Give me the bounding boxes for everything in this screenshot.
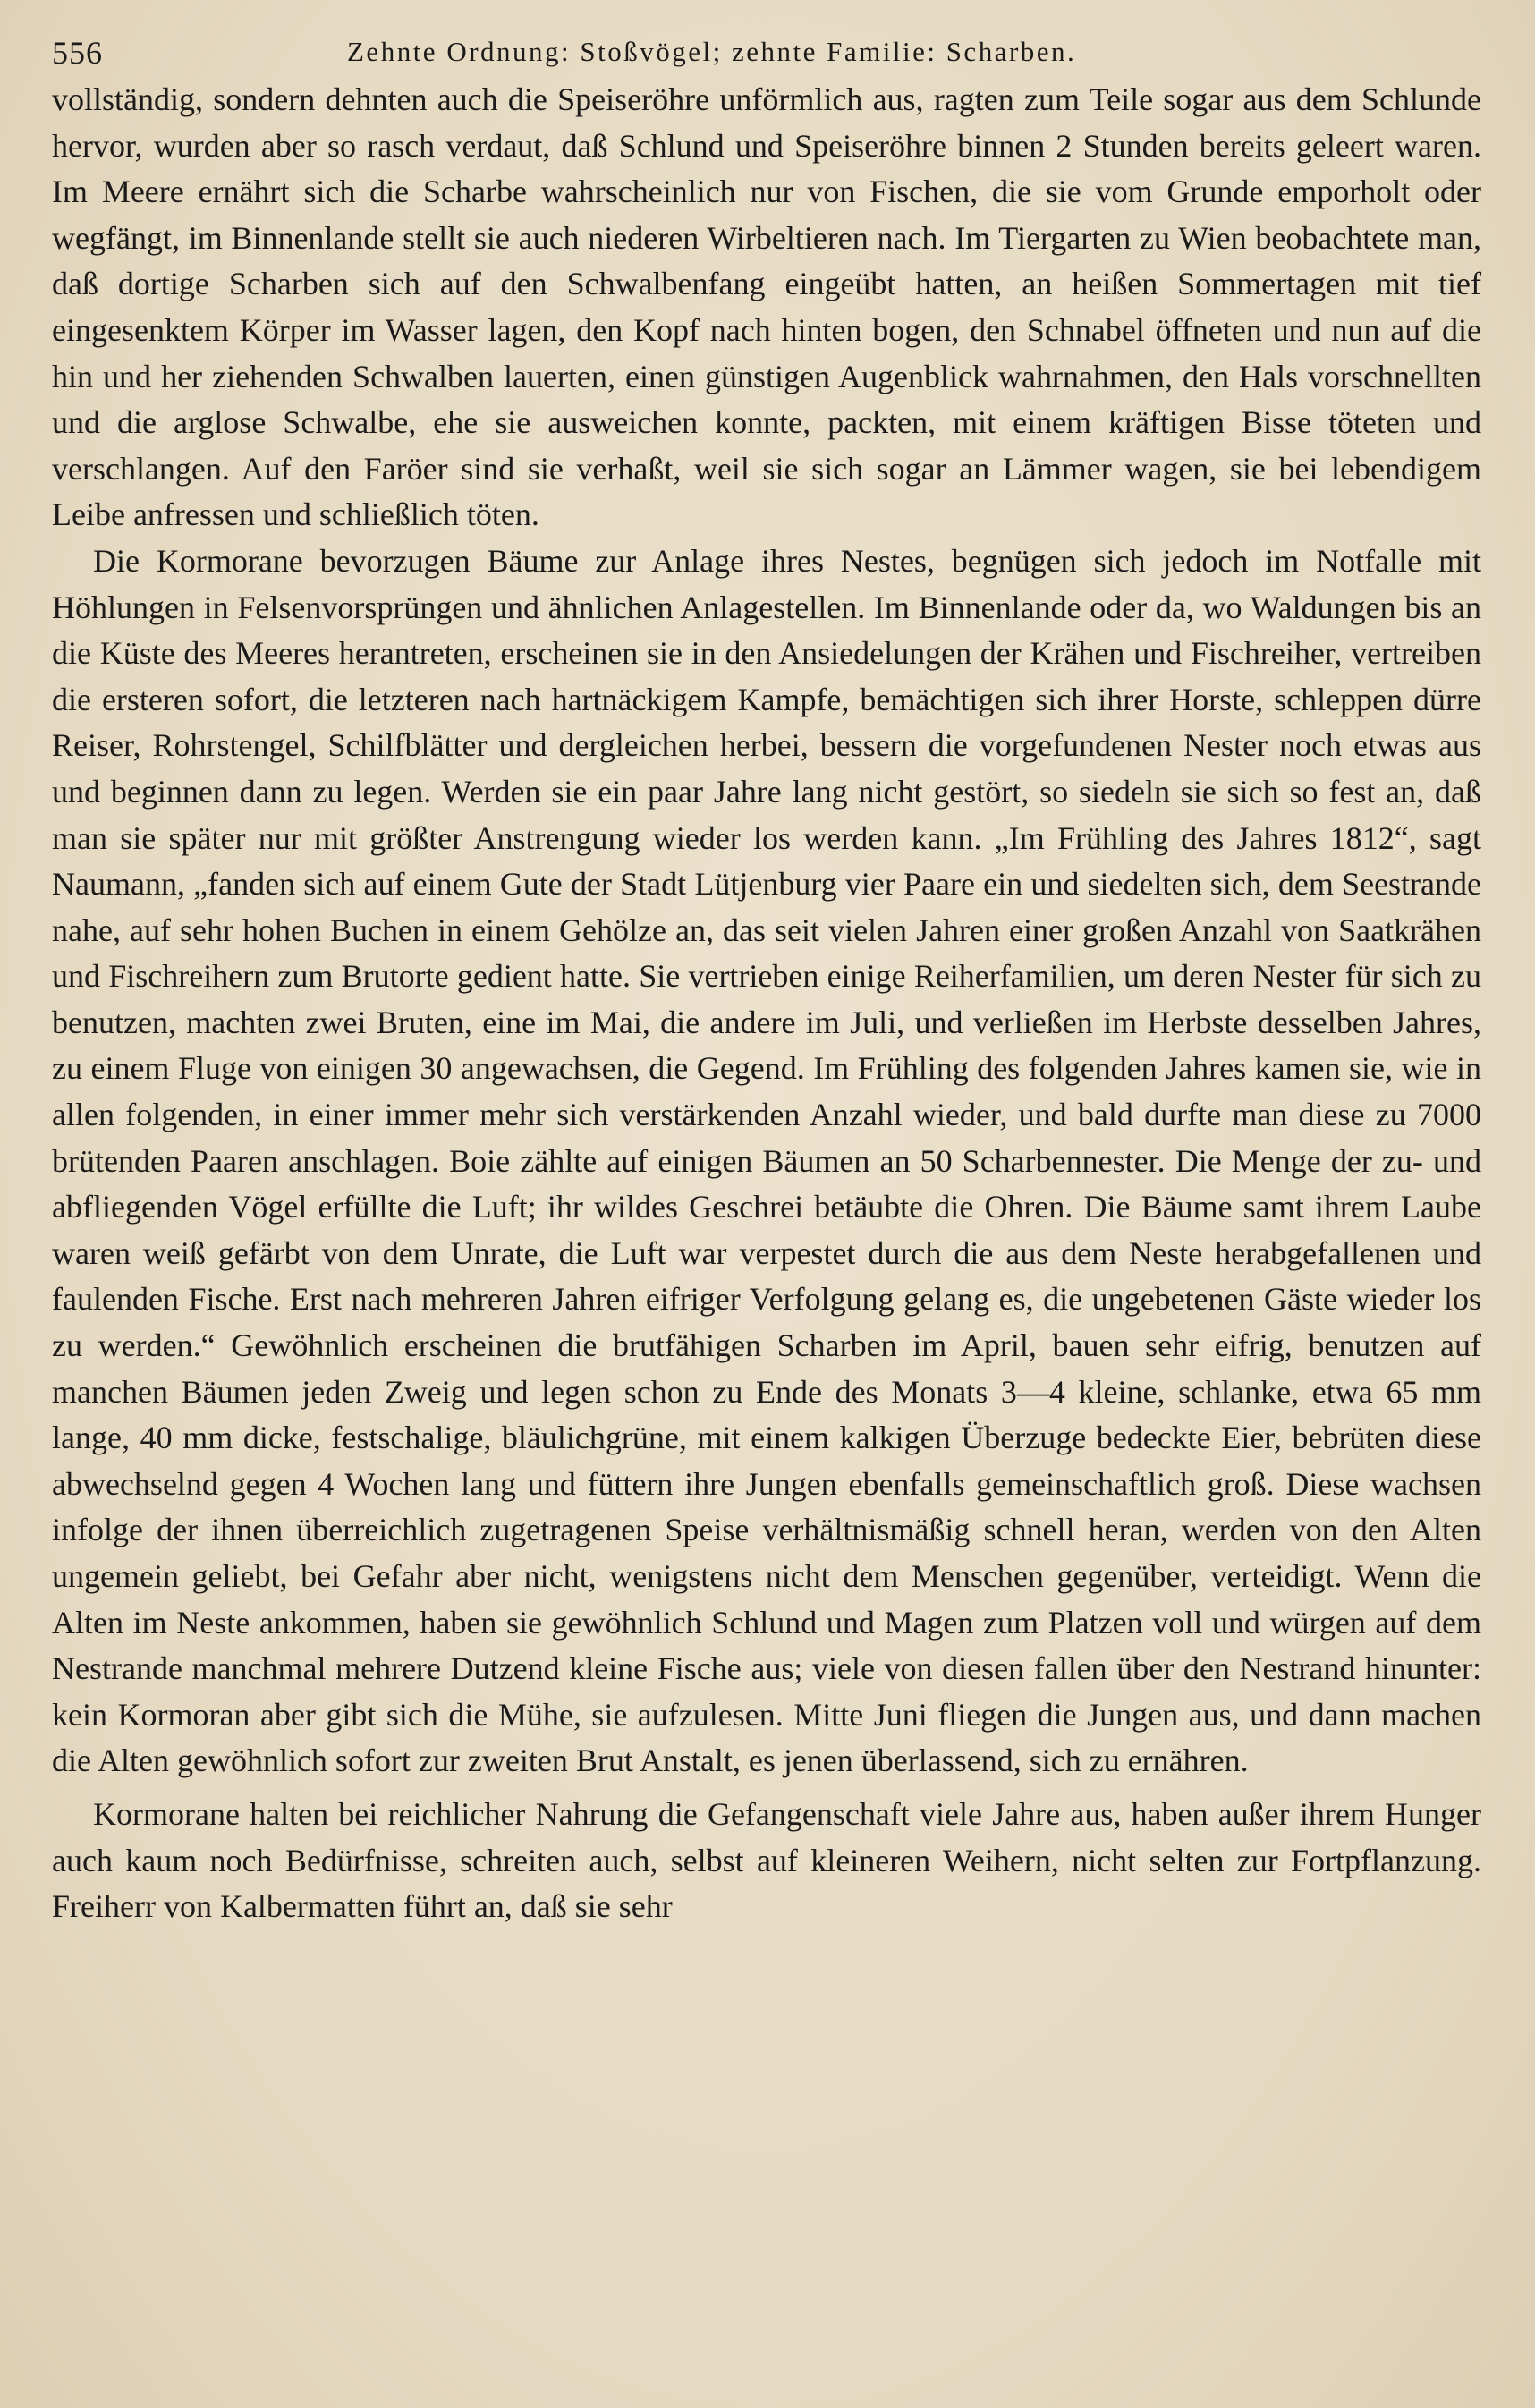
page-number: 556 [52,35,103,71]
book-page [52,30,1481,2392]
paragraph-2: Die Kormorane bevorzugen Bäume zur Anlage ihres Nestes, begnügen sich jedoch im Notfalle mit Höhlungen in Felsenvorsprüngen und ähnlichen Anlagestellen. Im Binnenlande oder da, wo Waldungen bis an die Küste des Meeres herantreten, erscheinen sie in den Ansiedelungen der Krähen und Fischreiher, vertreiben die ersteren sofort, die letzteren nach hartnäckigem Kampfe, bemächtigen sich ihrer Horste, schleppen dürre Reiser, Rohrstengel, Schilfblätter und dergleichen herbei, bessern die vorgefundenen Nester noch etwas aus und beginnen dann zu legen. Werden sie ein paar Jahre lang nicht gestört, so siedeln sie sich so fest an, daß man sie später nur mit größter Anstrengung wieder los werden kann. „Im Frühling des Jahres 1812“, sagt Naumann, „fanden sich auf einem Gute der Stadt Lütjenburg vier Paare ein und siedelten sich, dem Seestrande nahe, auf sehr hohen Buchen in einem Gehölze an, das seit vielen Jahren einer großen Anzahl von Saatkrähen und Fischreihern zum Brutorte gedient hatte. Sie vertrieben einige Reiherfamilien, um deren Nester für sich zu benutzen, machten zwei Bruten, eine im Mai, die andere im Juli, und verließen im Herbste desselben Jahres, zu einem Fluge von einigen 30 angewachsen, die Gegend. Im Frühling des folgenden Jahres kamen sie, wie in allen folgenden, in einer immer mehr sich verstärkenden Anzahl wieder, und bald durfte man diese zu 7000 brütenden Paaren anschlagen. Boie zählte auf einigen Bäumen an 50 Scharbennester. Die Menge der zu- und abfliegenden Vögel erfüllte die Luft; ihr wildes Geschrei betäubte die Ohren. Die Bäume samt ihrem Laube waren weiß gefärbt von dem Unrate, die Luft war verpestet durch die aus dem Neste herabgefallenen und faulenden Fische. Erst nach mehreren Jahren eifriger Verfolgung gelang es, die ungebetenen Gäste wieder los zu werden.“ Gewöhnlich erscheinen die brutfähigen Scharben im April, bauen sehr eifrig, benutzen auf manchen Bäumen jeden Zweig und legen schon zu Ende des Monats 3—4 kleine, schlanke, etwa 65 mm lange, 40 mm dicke, festschalige, bläulichgrüne, mit einem kalkigen Überzuge bedeckte Eier, bebrüten diese abwechselnd gegen 4 Wochen lang und füttern ihre Jungen ebenfalls gemeinschaftlich groß. Diese wachsen infolge der ihnen überreichlich zugetragenen Speise verhältnismäßig schnell heran, werden von den Alten ungemein geliebt, bei Gefahr aber nicht, wenigstens nicht dem Menschen gegenüber, verteidigt. Wenn die Alten im Neste ankommen, haben sie gewöhnlich Schlund und Magen zum Platzen voll und würgen auf dem Nestrande manchmal mehrere Dutzend kleine Fische aus; viele von diesen fallen über den Nestrand hinunter: kein Kormoran aber gibt sich die Mühe, sie aufzulesen. Mitte Juni fliegen die Jungen aus, und dann machen die Alten gewöhnlich sofort zur zweiten Brut Anstalt, es jenen überlassend, sich zu ernähren. [52,542,1481,1779]
paragraph-3: Kormorane halten bei reichlicher Nahrung die Gefangenschaft viele Jahre aus, haben außer ihrem Hunger auch kaum noch Bedürfnisse, schreiten auch, selbst auf kleineren Weihern, nicht selten zur Fortpflanzung. Freiherr von Kalbermatten führt an, daß sie sehr [52,1795,1481,1925]
paragraph-1: vollständig, sondern dehnten auch die Speiseröhre unförmlich aus, ragten zum Teile sogar aus dem Schlunde hervor, wurden aber so rasch verdaut, daß Schlund und Speiseröhre binnen 2 Stunden bereits geleert waren. Im Meere ernährt sich die Scharbe wahrscheinlich nur von Fischen, die sie vom Grunde emporholt oder wegfängt, im Binnenlande stellt sie auch niederen Wirbeltieren nach. Im Tiergarten zu Wien beobachtete man, daß dortige Scharben sich auf den Schwalbenfang eingeübt hatten, an heißen Sommertagen mit tief eingesenktem Körper im Wasser lagen, den Kopf nach hinten bogen, den Schnabel öffneten und nun auf die hin und her ziehenden Schwalben lauerten, einen günstigen Augenblick wahrnahmen, den Hals vorschnellten und die arglose Schwalbe, ehe sie ausweichen konnte, packten, mit einem kräftigen Bisse töteten und verschlangen. Auf den Faröer sind sie verhaßt, weil sie sich sogar an Lämmer wagen, sie bei lebendigem Leibe anfressen und schließlich töten. [52,81,1481,533]
running-head-title: Zehnte Ordnung: Stoßvögel; zehnte Familie: Scharben. [347,36,1077,67]
running-head [52,30,1481,77]
body-text [52,77,1481,1930]
